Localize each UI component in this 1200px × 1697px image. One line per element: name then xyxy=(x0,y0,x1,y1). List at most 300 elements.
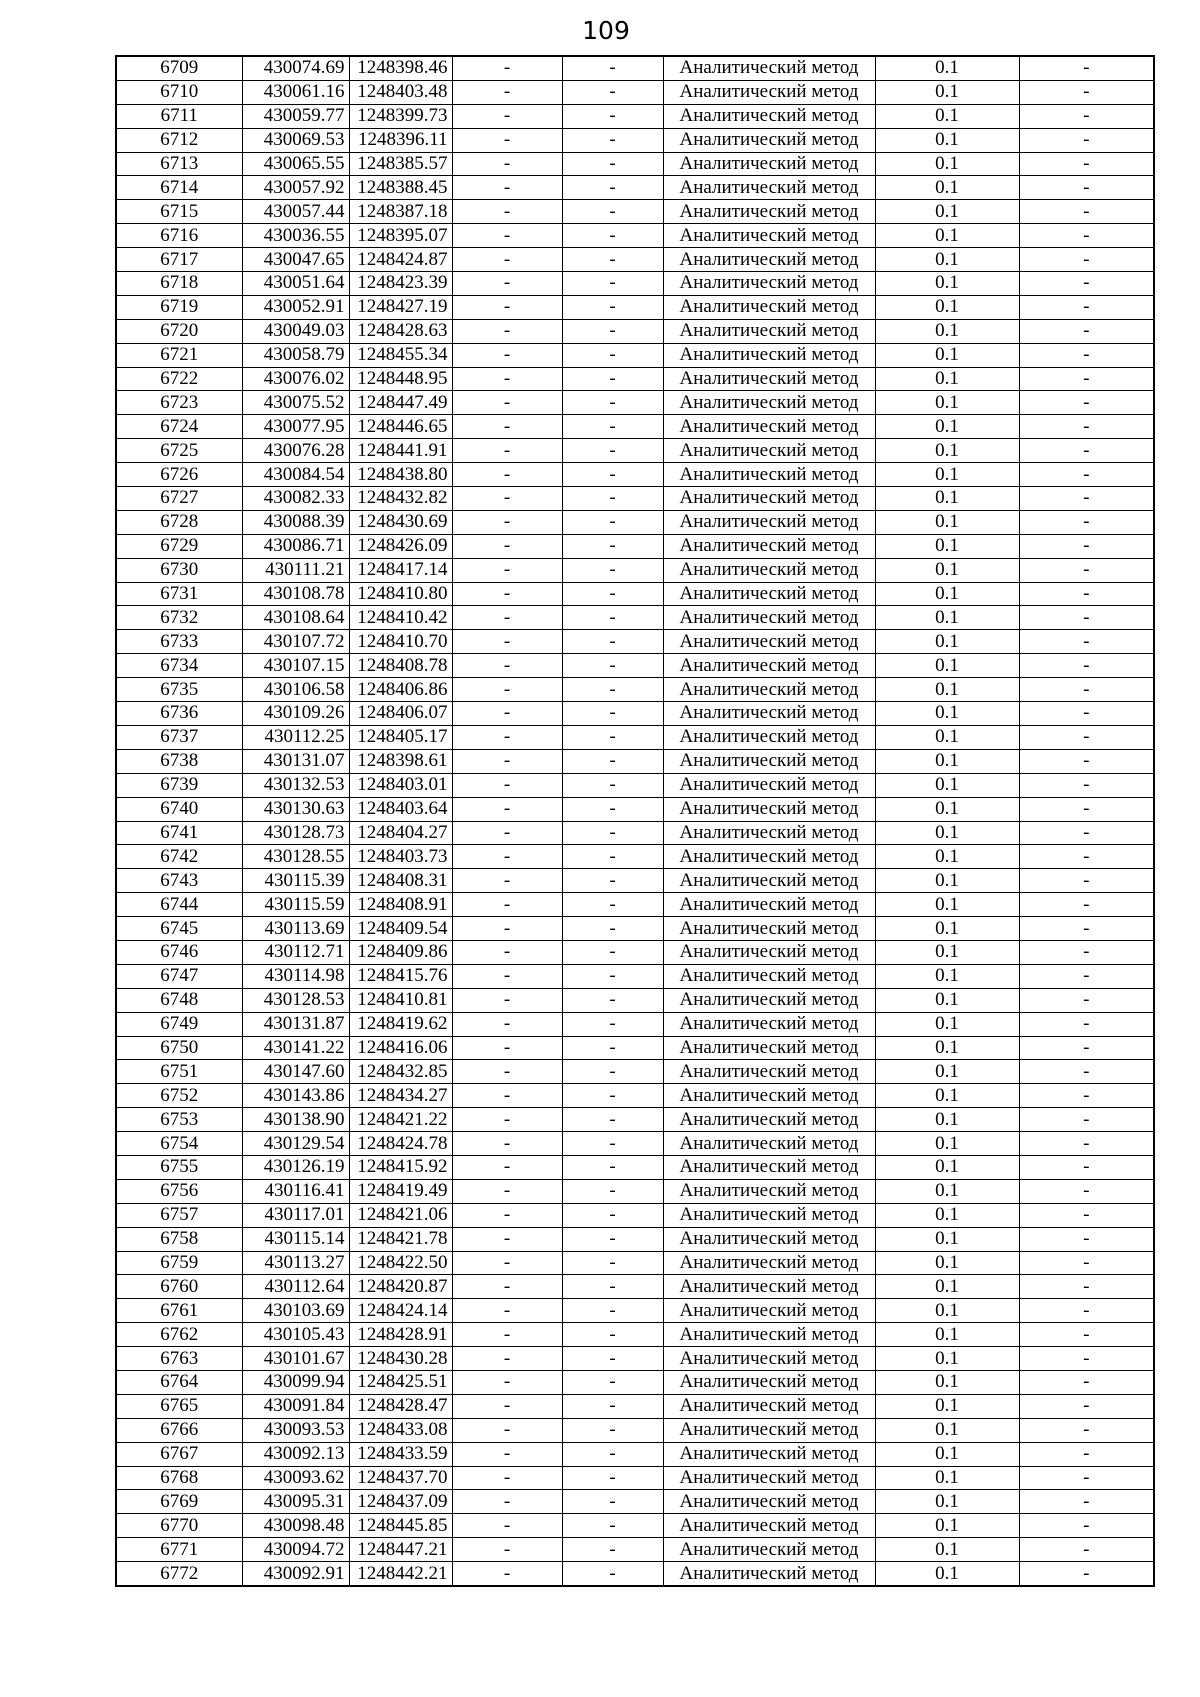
dash-cell: - xyxy=(452,1179,562,1203)
coordinates-table xyxy=(115,55,1155,1587)
dash-cell: - xyxy=(562,152,663,176)
point-number-cell: 6770 xyxy=(116,1514,242,1538)
dash-cell: - xyxy=(1019,56,1154,80)
point-number-cell: 6764 xyxy=(116,1370,242,1394)
y-coordinate-cell: 1248410.42 xyxy=(349,606,452,630)
method-cell: Аналитический метод xyxy=(663,1394,875,1418)
x-coordinate-cell: 430130.63 xyxy=(242,797,349,821)
accuracy-cell: 0.1 xyxy=(875,1060,1019,1084)
x-coordinate-cell: 430132.53 xyxy=(242,773,349,797)
point-number-cell: 6749 xyxy=(116,1012,242,1036)
accuracy-cell: 0.1 xyxy=(875,1155,1019,1179)
x-coordinate-cell: 430077.95 xyxy=(242,415,349,439)
y-coordinate-cell: 1248432.82 xyxy=(349,487,452,511)
accuracy-cell: 0.1 xyxy=(875,940,1019,964)
accuracy-cell: 0.1 xyxy=(875,1203,1019,1227)
x-coordinate-cell: 430115.59 xyxy=(242,893,349,917)
dash-cell: - xyxy=(452,224,562,248)
dash-cell: - xyxy=(562,1490,663,1514)
accuracy-cell: 0.1 xyxy=(875,582,1019,606)
x-coordinate-cell: 430098.48 xyxy=(242,1514,349,1538)
table-row xyxy=(116,176,1154,200)
y-coordinate-cell: 1248437.09 xyxy=(349,1490,452,1514)
dash-cell: - xyxy=(452,1394,562,1418)
table-row xyxy=(116,200,1154,224)
dash-cell: - xyxy=(1019,606,1154,630)
dash-cell: - xyxy=(562,749,663,773)
method-cell: Аналитический метод xyxy=(663,1466,875,1490)
dash-cell: - xyxy=(452,1036,562,1060)
dash-cell: - xyxy=(1019,534,1154,558)
dash-cell: - xyxy=(1019,940,1154,964)
table-row xyxy=(116,1132,1154,1156)
table-row xyxy=(116,773,1154,797)
accuracy-cell: 0.1 xyxy=(875,797,1019,821)
x-coordinate-cell: 430069.53 xyxy=(242,128,349,152)
table-row xyxy=(116,797,1154,821)
dash-cell: - xyxy=(452,534,562,558)
point-number-cell: 6723 xyxy=(116,391,242,415)
dash-cell: - xyxy=(562,1108,663,1132)
y-coordinate-cell: 1248421.22 xyxy=(349,1108,452,1132)
method-cell: Аналитический метод xyxy=(663,176,875,200)
dash-cell: - xyxy=(1019,1394,1154,1418)
point-number-cell: 6729 xyxy=(116,534,242,558)
dash-cell: - xyxy=(452,152,562,176)
y-coordinate-cell: 1248428.47 xyxy=(349,1394,452,1418)
dash-cell: - xyxy=(452,176,562,200)
accuracy-cell: 0.1 xyxy=(875,1036,1019,1060)
x-coordinate-cell: 430076.02 xyxy=(242,367,349,391)
dash-cell: - xyxy=(562,917,663,941)
table-row xyxy=(116,104,1154,128)
dash-cell: - xyxy=(562,1466,663,1490)
x-coordinate-cell: 430086.71 xyxy=(242,534,349,558)
method-cell: Аналитический метод xyxy=(663,295,875,319)
dash-cell: - xyxy=(1019,295,1154,319)
method-cell: Аналитический метод xyxy=(663,1108,875,1132)
point-number-cell: 6765 xyxy=(116,1394,242,1418)
table-row xyxy=(116,1203,1154,1227)
dash-cell: - xyxy=(452,702,562,726)
y-coordinate-cell: 1248421.78 xyxy=(349,1227,452,1251)
y-coordinate-cell: 1248419.49 xyxy=(349,1179,452,1203)
point-number-cell: 6713 xyxy=(116,152,242,176)
x-coordinate-cell: 430107.72 xyxy=(242,630,349,654)
x-coordinate-cell: 430141.22 xyxy=(242,1036,349,1060)
accuracy-cell: 0.1 xyxy=(875,678,1019,702)
dash-cell: - xyxy=(562,797,663,821)
accuracy-cell: 0.1 xyxy=(875,702,1019,726)
point-number-cell: 6760 xyxy=(116,1275,242,1299)
x-coordinate-cell: 430112.25 xyxy=(242,725,349,749)
dash-cell: - xyxy=(1019,654,1154,678)
point-number-cell: 6738 xyxy=(116,749,242,773)
dash-cell: - xyxy=(562,1347,663,1371)
dash-cell: - xyxy=(1019,702,1154,726)
y-coordinate-cell: 1248424.78 xyxy=(349,1132,452,1156)
dash-cell: - xyxy=(452,128,562,152)
dash-cell: - xyxy=(562,415,663,439)
table-row xyxy=(116,319,1154,343)
table-row xyxy=(116,1251,1154,1275)
table-row xyxy=(116,1155,1154,1179)
dash-cell: - xyxy=(1019,1347,1154,1371)
dash-cell: - xyxy=(562,128,663,152)
dash-cell: - xyxy=(1019,415,1154,439)
method-cell: Аналитический метод xyxy=(663,80,875,104)
accuracy-cell: 0.1 xyxy=(875,1132,1019,1156)
accuracy-cell: 0.1 xyxy=(875,80,1019,104)
dash-cell: - xyxy=(1019,749,1154,773)
table-row xyxy=(116,964,1154,988)
y-coordinate-cell: 1248442.21 xyxy=(349,1562,452,1586)
table-row xyxy=(116,1275,1154,1299)
dash-cell: - xyxy=(452,319,562,343)
x-coordinate-cell: 430058.79 xyxy=(242,343,349,367)
point-number-cell: 6768 xyxy=(116,1466,242,1490)
dash-cell: - xyxy=(1019,678,1154,702)
dash-cell: - xyxy=(562,56,663,80)
x-coordinate-cell: 430126.19 xyxy=(242,1155,349,1179)
table-row xyxy=(116,128,1154,152)
point-number-cell: 6736 xyxy=(116,702,242,726)
y-coordinate-cell: 1248415.92 xyxy=(349,1155,452,1179)
y-coordinate-cell: 1248416.06 xyxy=(349,1036,452,1060)
x-coordinate-cell: 430052.91 xyxy=(242,295,349,319)
dash-cell: - xyxy=(1019,964,1154,988)
dash-cell: - xyxy=(1019,319,1154,343)
dash-cell: - xyxy=(452,367,562,391)
table-row xyxy=(116,869,1154,893)
point-number-cell: 6751 xyxy=(116,1060,242,1084)
dash-cell: - xyxy=(452,654,562,678)
x-coordinate-cell: 430114.98 xyxy=(242,964,349,988)
dash-cell: - xyxy=(562,343,663,367)
method-cell: Аналитический метод xyxy=(663,797,875,821)
dash-cell: - xyxy=(452,391,562,415)
accuracy-cell: 0.1 xyxy=(875,415,1019,439)
table-row xyxy=(116,1299,1154,1323)
point-number-cell: 6750 xyxy=(116,1036,242,1060)
dash-cell: - xyxy=(452,1347,562,1371)
method-cell: Аналитический метод xyxy=(663,415,875,439)
y-coordinate-cell: 1248432.85 xyxy=(349,1060,452,1084)
y-coordinate-cell: 1248438.80 xyxy=(349,463,452,487)
y-coordinate-cell: 1248410.80 xyxy=(349,582,452,606)
accuracy-cell: 0.1 xyxy=(875,391,1019,415)
method-cell: Аналитический метод xyxy=(663,248,875,272)
y-coordinate-cell: 1248405.17 xyxy=(349,725,452,749)
dash-cell: - xyxy=(452,606,562,630)
point-number-cell: 6762 xyxy=(116,1323,242,1347)
method-cell: Аналитический метод xyxy=(663,630,875,654)
x-coordinate-cell: 430103.69 xyxy=(242,1299,349,1323)
x-coordinate-cell: 430075.52 xyxy=(242,391,349,415)
point-number-cell: 6756 xyxy=(116,1179,242,1203)
accuracy-cell: 0.1 xyxy=(875,988,1019,1012)
point-number-cell: 6753 xyxy=(116,1108,242,1132)
accuracy-cell: 0.1 xyxy=(875,1227,1019,1251)
y-coordinate-cell: 1248434.27 xyxy=(349,1084,452,1108)
dash-cell: - xyxy=(1019,104,1154,128)
method-cell: Аналитический метод xyxy=(663,1275,875,1299)
point-number-cell: 6732 xyxy=(116,606,242,630)
dash-cell: - xyxy=(1019,1562,1154,1586)
method-cell: Аналитический метод xyxy=(663,439,875,463)
dash-cell: - xyxy=(562,1179,663,1203)
accuracy-cell: 0.1 xyxy=(875,1466,1019,1490)
dash-cell: - xyxy=(562,1227,663,1251)
dash-cell: - xyxy=(1019,845,1154,869)
method-cell: Аналитический метод xyxy=(663,964,875,988)
dash-cell: - xyxy=(562,1538,663,1562)
method-cell: Аналитический метод xyxy=(663,272,875,296)
dash-cell: - xyxy=(1019,630,1154,654)
method-cell: Аналитический метод xyxy=(663,1036,875,1060)
dash-cell: - xyxy=(562,272,663,296)
dash-cell: - xyxy=(1019,1514,1154,1538)
dash-cell: - xyxy=(452,200,562,224)
dash-cell: - xyxy=(452,1514,562,1538)
y-coordinate-cell: 1248406.86 xyxy=(349,678,452,702)
y-coordinate-cell: 1248399.73 xyxy=(349,104,452,128)
table-row xyxy=(116,439,1154,463)
dash-cell: - xyxy=(452,1466,562,1490)
point-number-cell: 6752 xyxy=(116,1084,242,1108)
x-coordinate-cell: 430116.41 xyxy=(242,1179,349,1203)
dash-cell: - xyxy=(562,104,663,128)
point-number-cell: 6735 xyxy=(116,678,242,702)
dash-cell: - xyxy=(1019,128,1154,152)
dash-cell: - xyxy=(1019,725,1154,749)
dash-cell: - xyxy=(1019,917,1154,941)
y-coordinate-cell: 1248408.78 xyxy=(349,654,452,678)
method-cell: Аналитический метод xyxy=(663,343,875,367)
table-row xyxy=(116,1179,1154,1203)
method-cell: Аналитический метод xyxy=(663,1203,875,1227)
y-coordinate-cell: 1248406.07 xyxy=(349,702,452,726)
table-row xyxy=(116,1060,1154,1084)
dash-cell: - xyxy=(562,1084,663,1108)
dash-cell: - xyxy=(562,1323,663,1347)
accuracy-cell: 0.1 xyxy=(875,104,1019,128)
dash-cell: - xyxy=(452,1084,562,1108)
dash-cell: - xyxy=(452,797,562,821)
accuracy-cell: 0.1 xyxy=(875,749,1019,773)
y-coordinate-cell: 1248385.57 xyxy=(349,152,452,176)
x-coordinate-cell: 430109.26 xyxy=(242,702,349,726)
y-coordinate-cell: 1248417.14 xyxy=(349,558,452,582)
dash-cell: - xyxy=(562,1394,663,1418)
accuracy-cell: 0.1 xyxy=(875,1442,1019,1466)
point-number-cell: 6742 xyxy=(116,845,242,869)
x-coordinate-cell: 430107.15 xyxy=(242,654,349,678)
method-cell: Аналитический метод xyxy=(663,749,875,773)
method-cell: Аналитический метод xyxy=(663,1084,875,1108)
point-number-cell: 6747 xyxy=(116,964,242,988)
x-coordinate-cell: 430057.92 xyxy=(242,176,349,200)
table-row xyxy=(116,1418,1154,1442)
method-cell: Аналитический метод xyxy=(663,1323,875,1347)
dash-cell: - xyxy=(452,1251,562,1275)
dash-cell: - xyxy=(1019,1227,1154,1251)
method-cell: Аналитический метод xyxy=(663,510,875,534)
accuracy-cell: 0.1 xyxy=(875,248,1019,272)
point-number-cell: 6755 xyxy=(116,1155,242,1179)
dash-cell: - xyxy=(452,1227,562,1251)
point-number-cell: 6714 xyxy=(116,176,242,200)
point-number-cell: 6721 xyxy=(116,343,242,367)
dash-cell: - xyxy=(562,940,663,964)
table-row xyxy=(116,725,1154,749)
dash-cell: - xyxy=(562,439,663,463)
y-coordinate-cell: 1248408.91 xyxy=(349,893,452,917)
x-coordinate-cell: 430128.55 xyxy=(242,845,349,869)
dash-cell: - xyxy=(452,1490,562,1514)
accuracy-cell: 0.1 xyxy=(875,606,1019,630)
x-coordinate-cell: 430057.44 xyxy=(242,200,349,224)
x-coordinate-cell: 430099.94 xyxy=(242,1370,349,1394)
dash-cell: - xyxy=(452,558,562,582)
dash-cell: - xyxy=(452,272,562,296)
dash-cell: - xyxy=(452,295,562,319)
y-coordinate-cell: 1248455.34 xyxy=(349,343,452,367)
y-coordinate-cell: 1248395.07 xyxy=(349,224,452,248)
dash-cell: - xyxy=(452,869,562,893)
dash-cell: - xyxy=(562,1060,663,1084)
table-body xyxy=(116,56,1154,1586)
dash-cell: - xyxy=(1019,1466,1154,1490)
dash-cell: - xyxy=(1019,1323,1154,1347)
accuracy-cell: 0.1 xyxy=(875,224,1019,248)
dash-cell: - xyxy=(562,1562,663,1586)
dash-cell: - xyxy=(1019,367,1154,391)
y-coordinate-cell: 1248421.06 xyxy=(349,1203,452,1227)
dash-cell: - xyxy=(562,821,663,845)
point-number-cell: 6757 xyxy=(116,1203,242,1227)
method-cell: Аналитический метод xyxy=(663,893,875,917)
point-number-cell: 6734 xyxy=(116,654,242,678)
y-coordinate-cell: 1248424.87 xyxy=(349,248,452,272)
dash-cell: - xyxy=(1019,1155,1154,1179)
y-coordinate-cell: 1248422.50 xyxy=(349,1251,452,1275)
dash-cell: - xyxy=(1019,797,1154,821)
dash-cell: - xyxy=(562,606,663,630)
accuracy-cell: 0.1 xyxy=(875,558,1019,582)
x-coordinate-cell: 430095.31 xyxy=(242,1490,349,1514)
method-cell: Аналитический метод xyxy=(663,152,875,176)
x-coordinate-cell: 430092.91 xyxy=(242,1562,349,1586)
accuracy-cell: 0.1 xyxy=(875,367,1019,391)
method-cell: Аналитический метод xyxy=(663,1490,875,1514)
method-cell: Аналитический метод xyxy=(663,1299,875,1323)
method-cell: Аналитический метод xyxy=(663,1012,875,1036)
method-cell: Аналитический метод xyxy=(663,1227,875,1251)
y-coordinate-cell: 1248433.08 xyxy=(349,1418,452,1442)
method-cell: Аналитический метод xyxy=(663,104,875,128)
x-coordinate-cell: 430112.64 xyxy=(242,1275,349,1299)
accuracy-cell: 0.1 xyxy=(875,128,1019,152)
accuracy-cell: 0.1 xyxy=(875,56,1019,80)
table-row xyxy=(116,1108,1154,1132)
table-row xyxy=(116,295,1154,319)
x-coordinate-cell: 430105.43 xyxy=(242,1323,349,1347)
y-coordinate-cell: 1248396.11 xyxy=(349,128,452,152)
x-coordinate-cell: 430131.87 xyxy=(242,1012,349,1036)
accuracy-cell: 0.1 xyxy=(875,1251,1019,1275)
x-coordinate-cell: 430128.53 xyxy=(242,988,349,1012)
method-cell: Аналитический метод xyxy=(663,702,875,726)
dash-cell: - xyxy=(562,1275,663,1299)
point-number-cell: 6744 xyxy=(116,893,242,917)
dash-cell: - xyxy=(562,893,663,917)
dash-cell: - xyxy=(1019,487,1154,511)
dash-cell: - xyxy=(1019,1299,1154,1323)
table-row xyxy=(116,1036,1154,1060)
x-coordinate-cell: 430138.90 xyxy=(242,1108,349,1132)
dash-cell: - xyxy=(562,367,663,391)
table-row xyxy=(116,988,1154,1012)
accuracy-cell: 0.1 xyxy=(875,893,1019,917)
x-coordinate-cell: 430113.69 xyxy=(242,917,349,941)
dash-cell: - xyxy=(1019,80,1154,104)
table-row xyxy=(116,415,1154,439)
y-coordinate-cell: 1248428.91 xyxy=(349,1323,452,1347)
dash-cell: - xyxy=(452,893,562,917)
table-row xyxy=(116,487,1154,511)
method-cell: Аналитический метод xyxy=(663,773,875,797)
method-cell: Аналитический метод xyxy=(663,1442,875,1466)
x-coordinate-cell: 430147.60 xyxy=(242,1060,349,1084)
y-coordinate-cell: 1248408.31 xyxy=(349,869,452,893)
y-coordinate-cell: 1248409.86 xyxy=(349,940,452,964)
dash-cell: - xyxy=(452,487,562,511)
dash-cell: - xyxy=(562,964,663,988)
dash-cell: - xyxy=(1019,224,1154,248)
dash-cell: - xyxy=(562,845,663,869)
dash-cell: - xyxy=(452,80,562,104)
x-coordinate-cell: 430047.65 xyxy=(242,248,349,272)
accuracy-cell: 0.1 xyxy=(875,1012,1019,1036)
method-cell: Аналитический метод xyxy=(663,1418,875,1442)
y-coordinate-cell: 1248430.69 xyxy=(349,510,452,534)
table-row xyxy=(116,534,1154,558)
y-coordinate-cell: 1248404.27 xyxy=(349,821,452,845)
accuracy-cell: 0.1 xyxy=(875,1108,1019,1132)
point-number-cell: 6754 xyxy=(116,1132,242,1156)
x-coordinate-cell: 430082.33 xyxy=(242,487,349,511)
method-cell: Аналитический метод xyxy=(663,1538,875,1562)
y-coordinate-cell: 1248437.70 xyxy=(349,1466,452,1490)
dash-cell: - xyxy=(562,295,663,319)
method-cell: Аналитический метод xyxy=(663,988,875,1012)
dash-cell: - xyxy=(1019,152,1154,176)
y-coordinate-cell: 1248441.91 xyxy=(349,439,452,463)
dash-cell: - xyxy=(452,56,562,80)
y-coordinate-cell: 1248387.18 xyxy=(349,200,452,224)
dash-cell: - xyxy=(452,104,562,128)
method-cell: Аналитический метод xyxy=(663,1562,875,1586)
y-coordinate-cell: 1248409.54 xyxy=(349,917,452,941)
table-row xyxy=(116,1084,1154,1108)
dash-cell: - xyxy=(562,1132,663,1156)
point-number-cell: 6743 xyxy=(116,869,242,893)
method-cell: Аналитический метод xyxy=(663,917,875,941)
point-number-cell: 6715 xyxy=(116,200,242,224)
accuracy-cell: 0.1 xyxy=(875,176,1019,200)
dash-cell: - xyxy=(452,725,562,749)
